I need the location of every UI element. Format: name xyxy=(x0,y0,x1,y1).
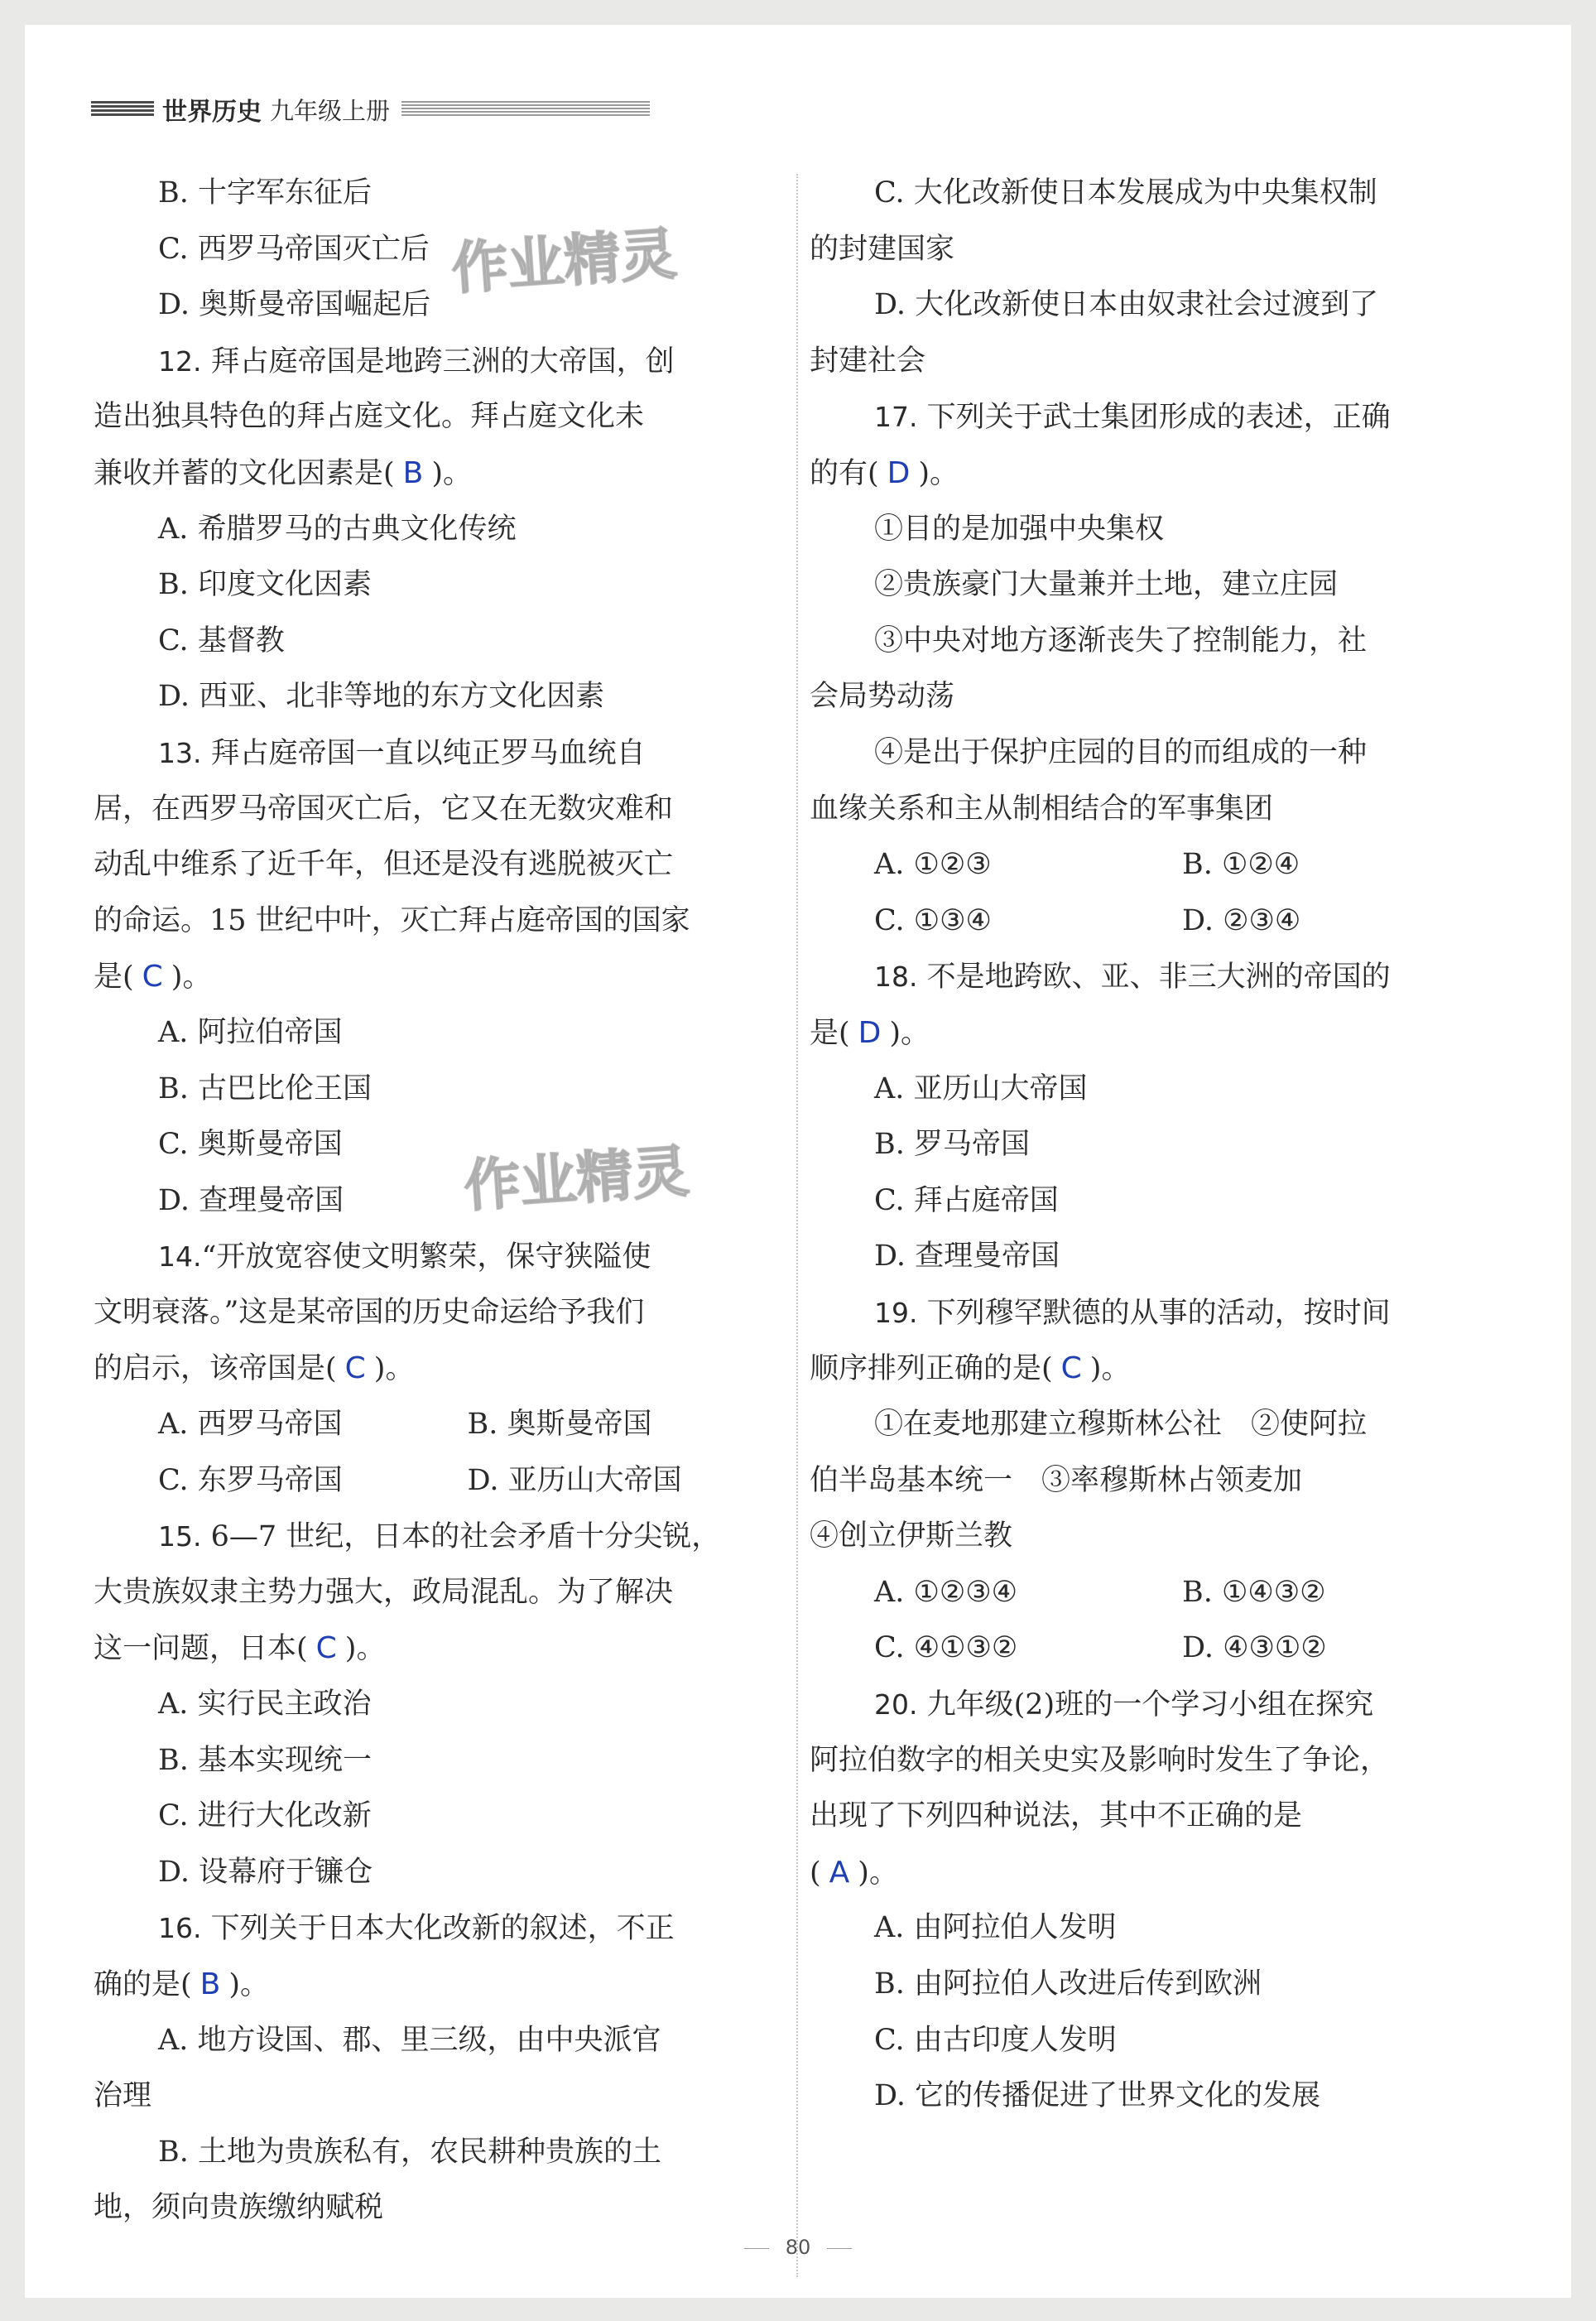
line-text: 确的是( xyxy=(94,1968,192,2001)
line-text: C. 大化改新使日本发展成为中央集权制 xyxy=(874,176,1377,209)
text-line xyxy=(810,445,1490,502)
line-text: 下列关于日本大化改新的叙述，不正 xyxy=(201,1912,675,1946)
text-line xyxy=(94,502,776,558)
text-line xyxy=(810,1117,1490,1173)
line-text: 拜占庭帝国是地跨三洲的大帝国，创 xyxy=(201,344,675,378)
line-text: C. 基督教 xyxy=(158,624,285,657)
line-text: 地，须向贵族缴纳赋税 xyxy=(94,2191,384,2225)
line-text: ( xyxy=(810,1856,821,1890)
header-bar-decoration xyxy=(91,101,154,118)
line-text: C. 进行大化改新 xyxy=(158,1799,372,1833)
book-title: 世界历史 xyxy=(162,98,262,127)
line-text: 血缘关系和主从制相结合的军事集团 xyxy=(810,792,1274,826)
line-text: 兼收并蓄的文化因素是( xyxy=(94,456,395,490)
line-text: B. 由阿拉伯人改进后传到欧洲 xyxy=(874,1967,1262,2001)
text-line xyxy=(94,1509,776,1565)
text-line xyxy=(810,725,1490,782)
text-line xyxy=(810,1845,1490,1901)
answer-choice: D xyxy=(858,1015,882,1050)
text-line xyxy=(94,557,776,614)
answer-choice: C xyxy=(315,1631,337,1666)
line-text: B. 基本实现统一 xyxy=(158,1743,372,1777)
text-line xyxy=(94,1005,776,1062)
line-text: 6—7 世纪，日本的社会矛盾十分尖锐， xyxy=(201,1520,721,1554)
page-header xyxy=(91,89,650,129)
line-text: B. 十字军东征后 xyxy=(158,176,372,209)
line-text: 下列关于武士集团形成的表述，正确 xyxy=(917,401,1391,435)
option-text: B. 奥斯曼帝国 xyxy=(467,1408,652,1442)
option-text: A. ①②③ xyxy=(874,848,992,882)
line-text: D. 它的传播促进了世界文化的发展 xyxy=(874,2079,1321,2113)
line-text: 下列穆罕默德的从事的活动，按时间 xyxy=(917,1296,1391,1330)
text-line xyxy=(810,222,1490,278)
text-line xyxy=(94,1957,776,2013)
option-text: C. ④①③② xyxy=(874,1631,1018,1665)
line-text: 拜占庭帝国一直以纯正罗马血统自 xyxy=(201,736,646,770)
text-line xyxy=(810,1173,1490,1230)
text-line xyxy=(94,1341,776,1397)
question-number: 20. xyxy=(874,1688,918,1721)
line-text: 的启示，该帝国是( xyxy=(94,1352,337,1386)
text-line xyxy=(810,893,1490,950)
text-line xyxy=(810,1900,1490,1957)
line-text: C. 拜占庭帝国 xyxy=(874,1183,1059,1217)
watermark: 作业精灵 xyxy=(461,1139,691,1221)
text-line xyxy=(94,1900,776,1957)
page-number-footer xyxy=(0,2236,1596,2259)
line-text: 九年级(2)班的一个学习小组在探究 xyxy=(917,1688,1374,1722)
line-text-after: )。 xyxy=(431,456,473,490)
line-text: ②贵族豪门大量兼并土地，建立庄园 xyxy=(874,568,1339,602)
option-text: D. 亚历山大帝国 xyxy=(467,1463,682,1497)
text-line xyxy=(94,2125,776,2181)
text-line xyxy=(810,782,1490,838)
line-text: A. 阿拉伯帝国 xyxy=(158,1015,343,1049)
option-text: A. ①②③④ xyxy=(874,1575,1018,1609)
line-text: ①目的是加强中央集权 xyxy=(874,512,1165,546)
line-text: 动乱中维系了近千年，但还是没有逃脱被灭亡 xyxy=(94,848,674,882)
question-number: 19. xyxy=(874,1296,918,1329)
text-line xyxy=(94,949,776,1005)
text-line xyxy=(810,502,1490,558)
line-text: D. 大化改新使日本由奴隶社会过渡到了 xyxy=(874,288,1379,322)
text-line xyxy=(94,166,776,222)
question-number: 17. xyxy=(874,401,918,434)
line-text: ④创立伊斯兰教 xyxy=(810,1519,1013,1553)
text-line xyxy=(810,1620,1490,1677)
right-column xyxy=(810,166,1490,2125)
text-line xyxy=(810,669,1490,725)
line-text: ④是出于保护庄园的目的而组成的一种 xyxy=(874,735,1368,769)
text-line xyxy=(810,557,1490,614)
line-text: “开放宽容使文明繁荣，保守狭隘使 xyxy=(201,1240,651,1274)
line-text: 治理 xyxy=(94,2079,152,2113)
text-line xyxy=(94,2180,776,2237)
line-text: B. 土地为贵族私有，农民耕种贵族的土 xyxy=(158,2135,661,2169)
text-line xyxy=(94,1789,776,1845)
line-text: D. 查理曼帝国 xyxy=(158,1183,344,1217)
answer-choice: C xyxy=(1060,1351,1082,1386)
text-line xyxy=(94,2013,776,2069)
text-line xyxy=(94,1845,776,1901)
line-text: D. 西亚、北非等地的东方文化因素 xyxy=(158,680,605,714)
text-line xyxy=(810,166,1490,222)
question-number: 12. xyxy=(158,344,202,378)
line-text: 会局势动荡 xyxy=(810,680,955,714)
line-text: 出现了下列四种说法，其中不正确的是 xyxy=(810,1799,1303,1833)
text-line xyxy=(94,1733,776,1789)
text-line xyxy=(94,782,776,838)
line-text: C. 西罗马帝国灭亡后 xyxy=(158,232,430,266)
line-text: B. 印度文化因素 xyxy=(158,568,372,602)
line-text-after: )。 xyxy=(228,1968,270,2001)
line-text: 的封建国家 xyxy=(810,232,955,266)
line-text: B. 罗马帝国 xyxy=(874,1128,1030,1162)
text-line xyxy=(94,445,776,502)
text-line xyxy=(94,1285,776,1341)
text-line xyxy=(94,1677,776,1733)
line-text: A. 实行民主政治 xyxy=(158,1688,372,1721)
text-line xyxy=(810,837,1490,893)
text-line xyxy=(810,1733,1490,1789)
line-text: D. 查理曼帝国 xyxy=(874,1240,1060,1274)
line-text: 文明衰落。”这是某帝国的历史命运给予我们 xyxy=(94,1295,645,1329)
text-line xyxy=(810,277,1490,334)
line-text: 这一问题，日本( xyxy=(94,1632,308,1666)
text-line xyxy=(810,1565,1490,1621)
line-text-after: )。 xyxy=(918,456,959,490)
line-text: 是( xyxy=(810,1016,850,1050)
line-text-after: )。 xyxy=(373,1352,415,1386)
question-number: 18. xyxy=(874,961,918,994)
line-text: 的有( xyxy=(810,456,879,490)
text-line xyxy=(94,1397,776,1453)
option-text: A. 西罗马帝国 xyxy=(158,1408,343,1442)
text-line xyxy=(810,389,1490,445)
option-text: C. 东罗马帝国 xyxy=(158,1463,343,1497)
watermark: 作业精灵 xyxy=(449,221,679,303)
text-line xyxy=(810,1341,1490,1397)
option-text: B. ①②④ xyxy=(1182,848,1300,882)
text-line xyxy=(810,1677,1490,1733)
page-number: 80 xyxy=(785,2236,811,2259)
text-line xyxy=(810,949,1490,1005)
text-line xyxy=(94,334,776,390)
line-text: A. 地方设国、郡、里三级，由中央派官 xyxy=(158,2023,661,2057)
line-text: A. 亚历山大帝国 xyxy=(874,1071,1088,1105)
line-text: 封建社会 xyxy=(810,344,926,378)
option-text: B. ①④③② xyxy=(1182,1575,1326,1609)
line-text-after: )。 xyxy=(889,1016,930,1050)
answer-choice: C xyxy=(142,960,163,994)
text-line xyxy=(94,389,776,445)
text-line xyxy=(810,1005,1490,1062)
text-line xyxy=(810,1453,1490,1510)
header-rule-decoration xyxy=(401,101,650,118)
line-text: 是( xyxy=(94,961,134,994)
answer-choice: A xyxy=(829,1855,850,1890)
text-line xyxy=(94,1565,776,1621)
line-text: 阿拉伯数字的相关史实及影响时发生了争论， xyxy=(810,1743,1390,1777)
text-line xyxy=(810,614,1490,670)
line-text: ①在麦地那建立穆斯林公社 ②使阿拉 xyxy=(874,1408,1368,1442)
book-subtitle: 九年级上册 xyxy=(270,96,391,125)
line-text: ③中央对地方逐渐丧失了控制能力，社 xyxy=(874,624,1368,657)
text-line xyxy=(810,1285,1490,1341)
line-text: 顺序排列正确的是( xyxy=(810,1352,1053,1386)
text-line xyxy=(94,2068,776,2125)
text-line xyxy=(94,614,776,670)
line-text: A. 希腊罗马的古典文化传统 xyxy=(158,512,517,546)
text-line xyxy=(94,669,776,725)
line-text: D. 奥斯曼帝国崛起后 xyxy=(158,288,431,322)
text-line xyxy=(810,1397,1490,1453)
answer-choice: C xyxy=(344,1351,366,1386)
text-line xyxy=(94,837,776,893)
text-line xyxy=(810,1229,1490,1285)
line-text: B. 古巴比伦王国 xyxy=(158,1071,372,1105)
line-text: 大贵族奴隶主势力强大，政局混乱。为了解决 xyxy=(94,1575,674,1609)
answer-choice: B xyxy=(200,1967,221,2001)
answer-choice: B xyxy=(402,455,424,490)
line-text: C. 奥斯曼帝国 xyxy=(158,1128,343,1162)
line-text-after: )。 xyxy=(858,1856,898,1890)
option-text: D. ②③④ xyxy=(1182,903,1301,937)
text-line xyxy=(810,2068,1490,2125)
answer-choice: D xyxy=(887,455,911,490)
line-text-after: )。 xyxy=(171,961,212,994)
question-number: 13. xyxy=(158,736,202,769)
line-text: C. 由古印度人发明 xyxy=(874,2023,1117,2057)
question-number: 14. xyxy=(158,1240,202,1274)
line-text: 造出独具特色的拜占庭文化。拜占庭文化未 xyxy=(94,400,645,434)
text-line xyxy=(94,893,776,950)
text-line xyxy=(94,1229,776,1285)
line-text-after: )。 xyxy=(1089,1352,1131,1386)
column-divider xyxy=(796,174,798,2277)
option-text: C. ①③④ xyxy=(874,903,992,937)
line-text: A. 由阿拉伯人发明 xyxy=(874,1911,1117,1945)
line-text: 的命运。15 世纪中叶，灭亡拜占庭帝国的国家 xyxy=(94,903,690,937)
line-text-after: )。 xyxy=(344,1632,386,1666)
question-number: 15. xyxy=(158,1520,202,1553)
text-line xyxy=(94,1453,776,1510)
text-line xyxy=(94,725,776,782)
line-text: D. 设幕府于镰仓 xyxy=(158,1855,373,1889)
text-line xyxy=(810,1957,1490,2013)
text-line xyxy=(94,1620,776,1677)
line-text: 伯半岛基本统一 ③率穆斯林占领麦加 xyxy=(810,1463,1303,1497)
text-line xyxy=(810,1062,1490,1118)
line-text: 不是地跨欧、亚、非三大洲的帝国的 xyxy=(917,961,1391,994)
text-line xyxy=(810,1509,1490,1565)
text-line xyxy=(810,1789,1490,1845)
text-line xyxy=(810,2013,1490,2069)
text-line xyxy=(94,1062,776,1118)
option-text: D. ④③①② xyxy=(1182,1631,1327,1665)
text-line xyxy=(810,334,1490,390)
question-number: 16. xyxy=(158,1912,202,1945)
line-text: 居，在西罗马帝国灭亡后，它又在无数灾难和 xyxy=(94,792,674,826)
